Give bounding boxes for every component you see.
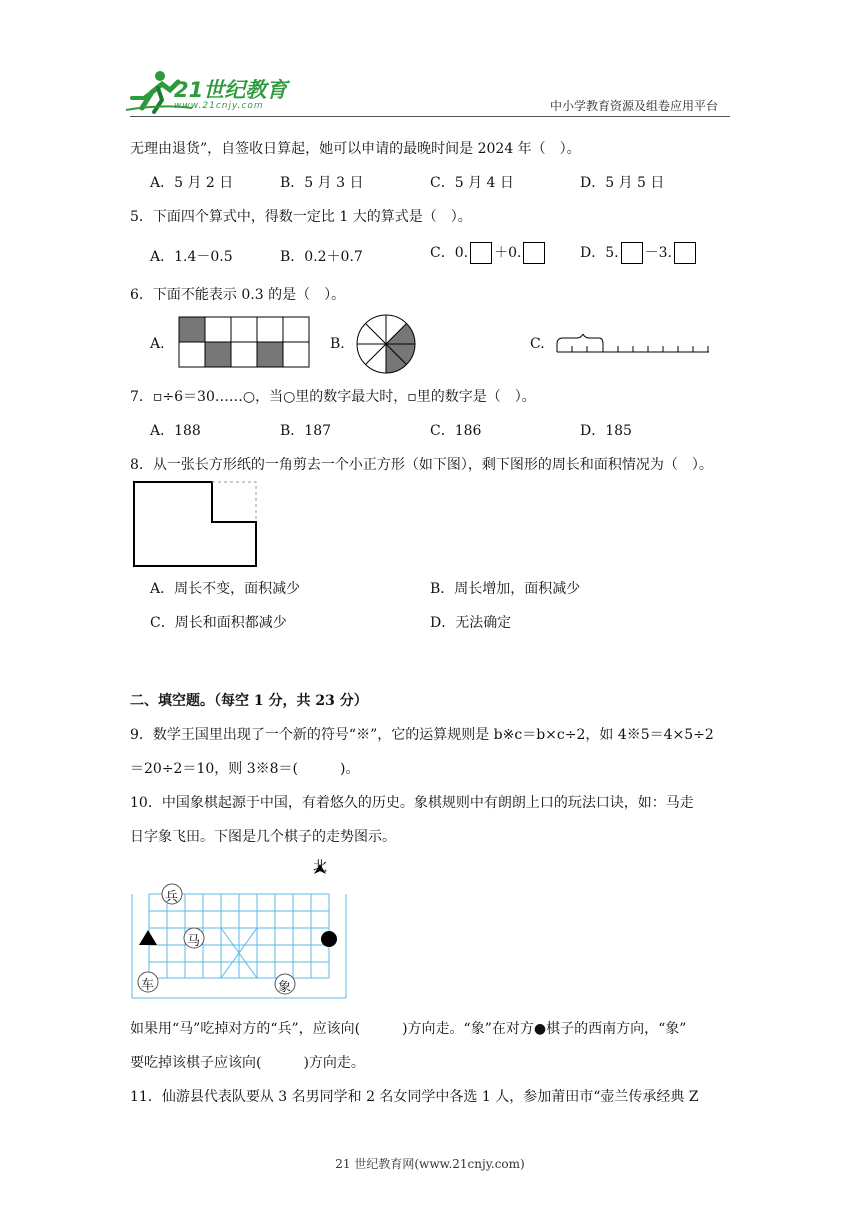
header-divider	[130, 116, 730, 117]
blank-box	[674, 242, 696, 264]
q10-answer-line1: 如果用“马”吃掉对方的“兵”，应该向( )方向走。“象”在对方●棋子的西南方向，“象”	[130, 1021, 687, 1037]
q5-option-a: A．1.4－0.5	[150, 249, 233, 265]
q4-option-a: A．5 月 2 日	[150, 175, 234, 191]
q10-line1: 10．中国象棋起源于中国，有着悠久的历史。象棋规则中有朗朗上口的玩法口诀，如：马走	[130, 795, 694, 811]
q5-option-d	[580, 242, 698, 264]
section2-title: 二、填空题。（每空 1 分，共 23 分）	[130, 693, 368, 709]
blank-box	[470, 242, 492, 264]
q6-label-c: C.	[530, 336, 545, 352]
triangle-piece-icon	[139, 930, 157, 945]
site-logo	[122, 68, 292, 116]
north-label: 北	[313, 859, 327, 875]
q5-option-c	[430, 242, 547, 264]
q7-option-a: A．188	[150, 423, 201, 439]
header-platform-text: 中小学教育资源及组卷应用平台	[550, 99, 719, 113]
q7-text: 7．▫÷6＝30……○，当○里的数字最大时，▫里的数字是（ ）。	[130, 389, 536, 405]
blank-box	[523, 242, 545, 264]
logo-text: 21世纪教育	[174, 78, 288, 102]
q5-d-mid: －3.	[644, 245, 672, 261]
q10-answer-line2: 要吃掉该棋子应该向( )方向走。	[130, 1055, 365, 1071]
q5-d-prefix: D．5.	[580, 245, 619, 261]
q6-number-line-figure	[553, 334, 713, 356]
q5-c-mid: ＋0.	[494, 245, 522, 261]
q8-option-b: B．周长增加，面积减少	[430, 581, 581, 597]
q7-option-d: D．185	[580, 423, 632, 439]
q8-option-a: A．周长不变，面积减少	[150, 581, 301, 597]
q5-option-b: B．0.2＋0.7	[280, 249, 363, 265]
q7-option-c: C．186	[430, 423, 482, 439]
q4-option-c: C．5 月 4 日	[430, 175, 514, 191]
q11-line1: 11．仙游县代表队要从 3 名男同学和 2 名女同学中各选 1 人，参加莆田市“壶兰传承经典 Z	[130, 1089, 699, 1105]
q4-option-b: B．5 月 3 日	[280, 175, 364, 191]
q8-option-d: D．无法确定	[430, 615, 512, 631]
q6-text: 6．下面不能表示 0.3 的是（ ）。	[130, 287, 346, 303]
q4-option-d: D．5 月 5 日	[580, 175, 665, 191]
q6-label-b: B.	[330, 336, 345, 352]
q9-line1: 9．数学王国里出现了一个新的符号“※”，它的运算规则是 b※c＝b×c÷2，如 4※5＝4×5÷2	[130, 727, 714, 743]
q5-c-prefix: C．0.	[430, 245, 469, 261]
q6-label-a: A.	[150, 336, 165, 352]
q7-option-b: B．187	[280, 423, 332, 439]
chess-piece-soldier: 兵	[165, 890, 179, 905]
chess-piece-elephant: 象	[278, 980, 292, 995]
q8-text: 8．从一张长方形纸的一角剪去一个小正方形（如下图），剩下图形的周长和面积情况为（ ）。	[130, 457, 713, 473]
black-dot-piece-icon	[321, 931, 337, 947]
chess-board-figure	[130, 856, 350, 1002]
blank-box	[621, 242, 643, 264]
q8-rectangle-figure	[132, 480, 258, 568]
q8-option-c: C．周长和面积都减少	[150, 615, 287, 631]
q5-text: 5．下面四个算式中，得数一定比 1 大的算式是（ ）。	[130, 209, 472, 225]
q6-grid-figure	[178, 316, 310, 368]
chess-piece-horse: 马	[187, 934, 201, 949]
q10-line2: 日字象飞田。下图是几个棋子的走势图示。	[130, 829, 396, 845]
page-footer: 21 世纪教育网(www.21cnjy.com)	[335, 1157, 525, 1171]
logo-url: www.21cnjy.com	[174, 101, 264, 111]
chess-piece-chariot: 车	[141, 978, 155, 993]
q9-line2: ＝20÷2＝10，则 3※8＝( )。	[130, 761, 360, 777]
q6-circle-figure	[354, 312, 418, 376]
q4-text: 无理由退货”，自签收日算起，她可以申请的最晚时间是 2024 年（ ）。	[130, 141, 581, 157]
